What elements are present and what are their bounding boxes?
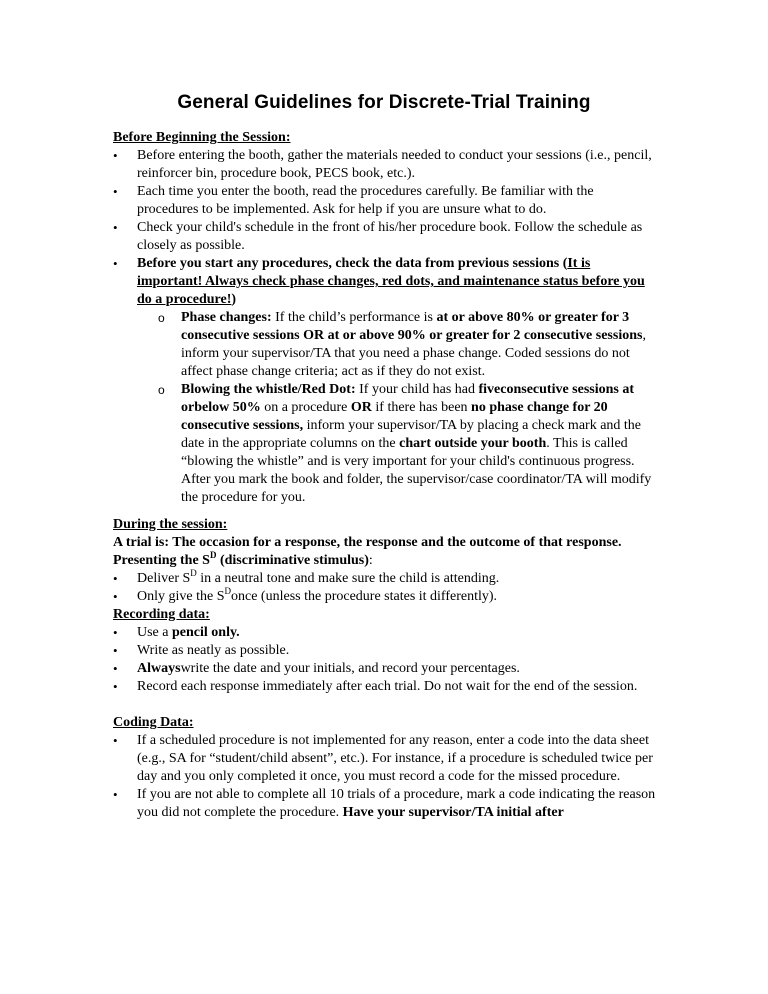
- list-item-text: Each time you enter the booth, read the procedures carefully. Be familiar with the procedures to be implemented. Ask for help if you are unsure what to do.: [137, 184, 594, 217]
- bold-text: chart outside your booth: [399, 436, 547, 451]
- text: on a procedure: [260, 400, 351, 415]
- list-item: [113, 678, 658, 696]
- page-title: General Guidelines for Discrete-Trial Training: [177, 92, 591, 113]
- list-item: [113, 147, 658, 183]
- bold-text: ): [231, 292, 237, 307]
- spacer: [113, 696, 658, 714]
- text: If your child has had: [355, 382, 479, 397]
- text: If a scheduled procedure is not implemented for any reason, enter a code into the data sheet (e.g., SA for “student/child absent”, etc.). For instance, if a procedure is scheduled twice per day and you only completed it once, you must record a code for the missed procedure.: [137, 733, 653, 784]
- list-item: [113, 588, 658, 606]
- sub-item-label: Phase changes:: [181, 310, 272, 325]
- bullet-icon: •: [113, 184, 118, 199]
- bullet-icon: •: [113, 148, 118, 163]
- text: Deliver S: [137, 571, 191, 586]
- bold-text: OR: [350, 400, 372, 415]
- circle-bullet-icon: o: [158, 311, 165, 325]
- bold-text: Presenting the S: [113, 553, 210, 568]
- list-item: [113, 660, 658, 678]
- section-before-session: [113, 129, 658, 507]
- superscript: D: [209, 550, 217, 560]
- list-item-text: Before entering the booth, gather the materials needed to conduct your sessions (i.e., pencil, reinforcer bin, procedure book, PECS book, etc.).: [137, 148, 652, 181]
- bullet-icon: •: [113, 679, 118, 694]
- list-item: [113, 255, 658, 309]
- superscript: D: [190, 568, 197, 578]
- text: if there has been: [371, 400, 472, 415]
- text: Record each response immediately after each trial. Do not wait for the end of the session.: [137, 679, 638, 694]
- list-item: [113, 219, 658, 255]
- section-heading: During the session:: [113, 517, 228, 532]
- text: . This is called “blowing the whistle” and is very important for your child's continuous progress. After you mark the book and folder, the supervisor/case coordinator/TA will modify the procedure for you.: [181, 436, 652, 505]
- bullet-icon: •: [113, 733, 118, 748]
- text: If you are not able to complete all 10 trials of a procedure, mark a code indicating the reason you did not complete the procedure.: [137, 787, 656, 820]
- section-heading: Recording data:: [113, 607, 210, 622]
- bullet-icon: •: [113, 220, 118, 235]
- bullet-icon: •: [113, 643, 118, 658]
- trial-definition: A trial is: The occasion for a response, the response and the outcome of that response.: [113, 535, 622, 550]
- section-heading: Coding Data:: [113, 715, 194, 730]
- circle-bullet-icon: o: [158, 383, 165, 397]
- section-during-session: [113, 516, 658, 822]
- text: in a neutral tone and make sure the child is attending.: [196, 571, 500, 586]
- text: once (unless the procedure states it differently).: [231, 589, 498, 604]
- text: Write as neatly as possible.: [137, 643, 290, 658]
- list-item: [113, 624, 658, 642]
- text: If the child’s performance is: [271, 310, 437, 325]
- list-item: [113, 642, 658, 660]
- bold-text: (discriminative stimulus): [216, 553, 369, 568]
- list-item: [113, 570, 658, 588]
- superscript: D: [224, 586, 231, 596]
- sub-list-item-phase-changes: [113, 309, 658, 381]
- text: write the date and your initials, and record your percentages.: [180, 661, 520, 676]
- list-item: [113, 786, 658, 822]
- bullet-icon: •: [113, 625, 118, 640]
- bold-text: pencil only.: [172, 625, 240, 640]
- text: Only give the S: [137, 589, 225, 604]
- text: , inform your supervisor/TA that you need a phase change. Coded sessions do not affect phase change criteria; act as if they do not exist.: [181, 328, 646, 379]
- bullet-icon: •: [113, 787, 118, 802]
- bold-text: fiveconsecutive sessions at orbelow 50%: [181, 382, 635, 415]
- list-item-text: Check your child's schedule in the front of his/her procedure book. Follow the schedule as closely as possible.: [137, 220, 643, 253]
- bold-text: Before you start any procedures, check the data from previous sessions (: [137, 256, 568, 271]
- section-heading: Before Beginning the Session:: [113, 130, 291, 145]
- bold-text: Have your supervisor/TA initial after: [342, 805, 564, 820]
- bullet-icon: •: [113, 661, 118, 676]
- list-item: [113, 732, 658, 786]
- sub-item-label: Blowing the whistle/Red Dot:: [181, 382, 356, 397]
- list-item: [113, 183, 658, 219]
- bullet-icon: •: [113, 256, 118, 271]
- bold-text: Always: [137, 661, 181, 676]
- bullet-icon: •: [113, 589, 118, 604]
- text: :: [368, 553, 373, 568]
- sub-list-item-blowing-whistle: [113, 381, 658, 507]
- bold-text: at or above 80% or greater for 3 consecutive sessions OR at or above 90% or greater for 2 consecutive sessions: [181, 310, 643, 343]
- text: inform your supervisor/TA by placing a check mark and the date in the appropriate columns on the: [181, 418, 642, 451]
- text: Use a: [137, 625, 172, 640]
- bold-text: no phase change for 20 consecutive sessions,: [181, 400, 608, 433]
- underlined-bold-text: It is important! Always check phase changes, red dots, and maintenance status before you do a procedure!: [137, 256, 645, 307]
- bullet-icon: •: [113, 571, 118, 586]
